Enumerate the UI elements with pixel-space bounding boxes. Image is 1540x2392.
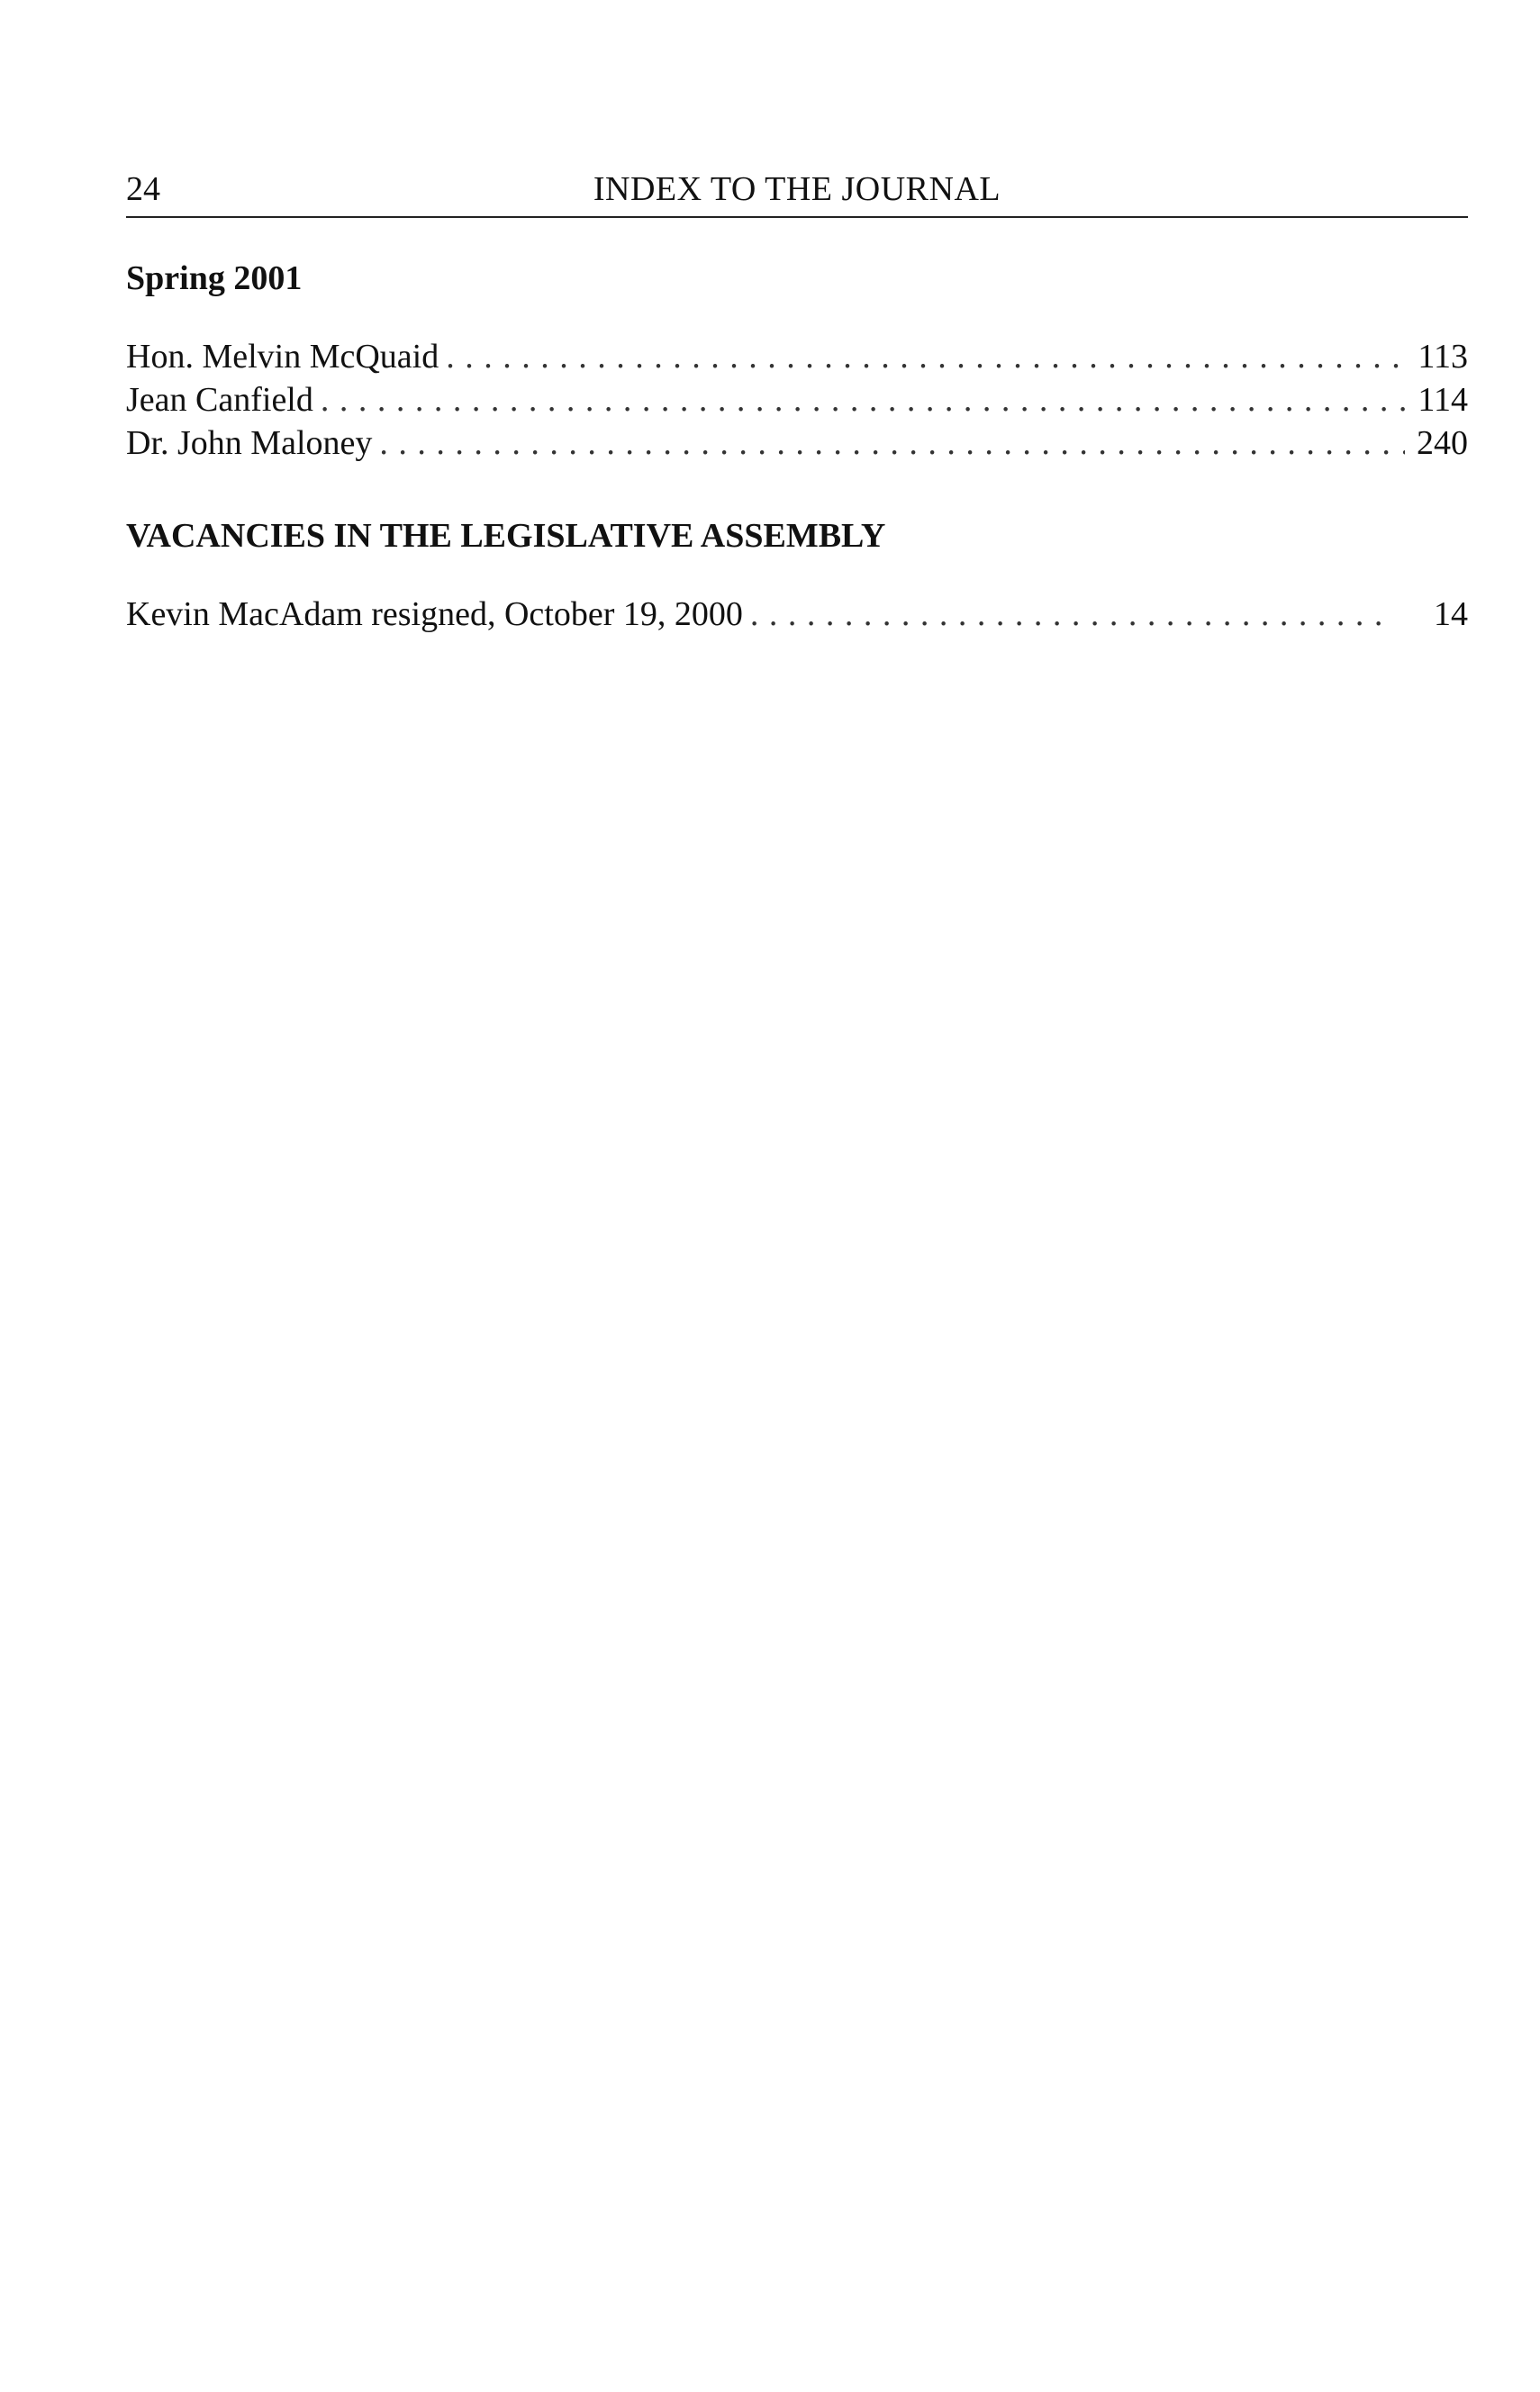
dot-leader xyxy=(379,421,1405,465)
running-header xyxy=(126,162,1468,218)
index-entry xyxy=(126,335,1468,378)
dot-leader xyxy=(321,378,1405,421)
entry-name: Jean Canfield xyxy=(126,381,313,419)
index-entry xyxy=(126,421,1468,465)
running-title: INDEX TO THE JOURNAL xyxy=(593,170,1001,208)
index-entry xyxy=(126,378,1468,421)
entry-page-number: 114 xyxy=(1418,381,1468,419)
index-entries-vacancies xyxy=(126,593,1468,636)
index-entry xyxy=(126,593,1468,636)
index-entries-spring-2001 xyxy=(126,335,1468,465)
entry-page-number: 113 xyxy=(1418,338,1468,376)
entry-page-number: 240 xyxy=(1417,424,1468,462)
section-heading-vacancies: VACANCIES IN THE LEGISLATIVE ASSEMBLY xyxy=(126,517,886,555)
entry-name: Dr. John Maloney xyxy=(126,424,373,462)
page-number: 24 xyxy=(126,170,160,208)
dot-leader xyxy=(446,335,1405,378)
entry-page-number: 14 xyxy=(1434,595,1468,633)
section-heading-spring-2001: Spring 2001 xyxy=(126,259,303,297)
entry-name: Hon. Melvin McQuaid xyxy=(126,338,439,376)
entry-name: Kevin MacAdam resigned, October 19, 2000 xyxy=(126,595,743,633)
dot-leader xyxy=(750,593,1387,636)
document-page xyxy=(126,162,1468,636)
